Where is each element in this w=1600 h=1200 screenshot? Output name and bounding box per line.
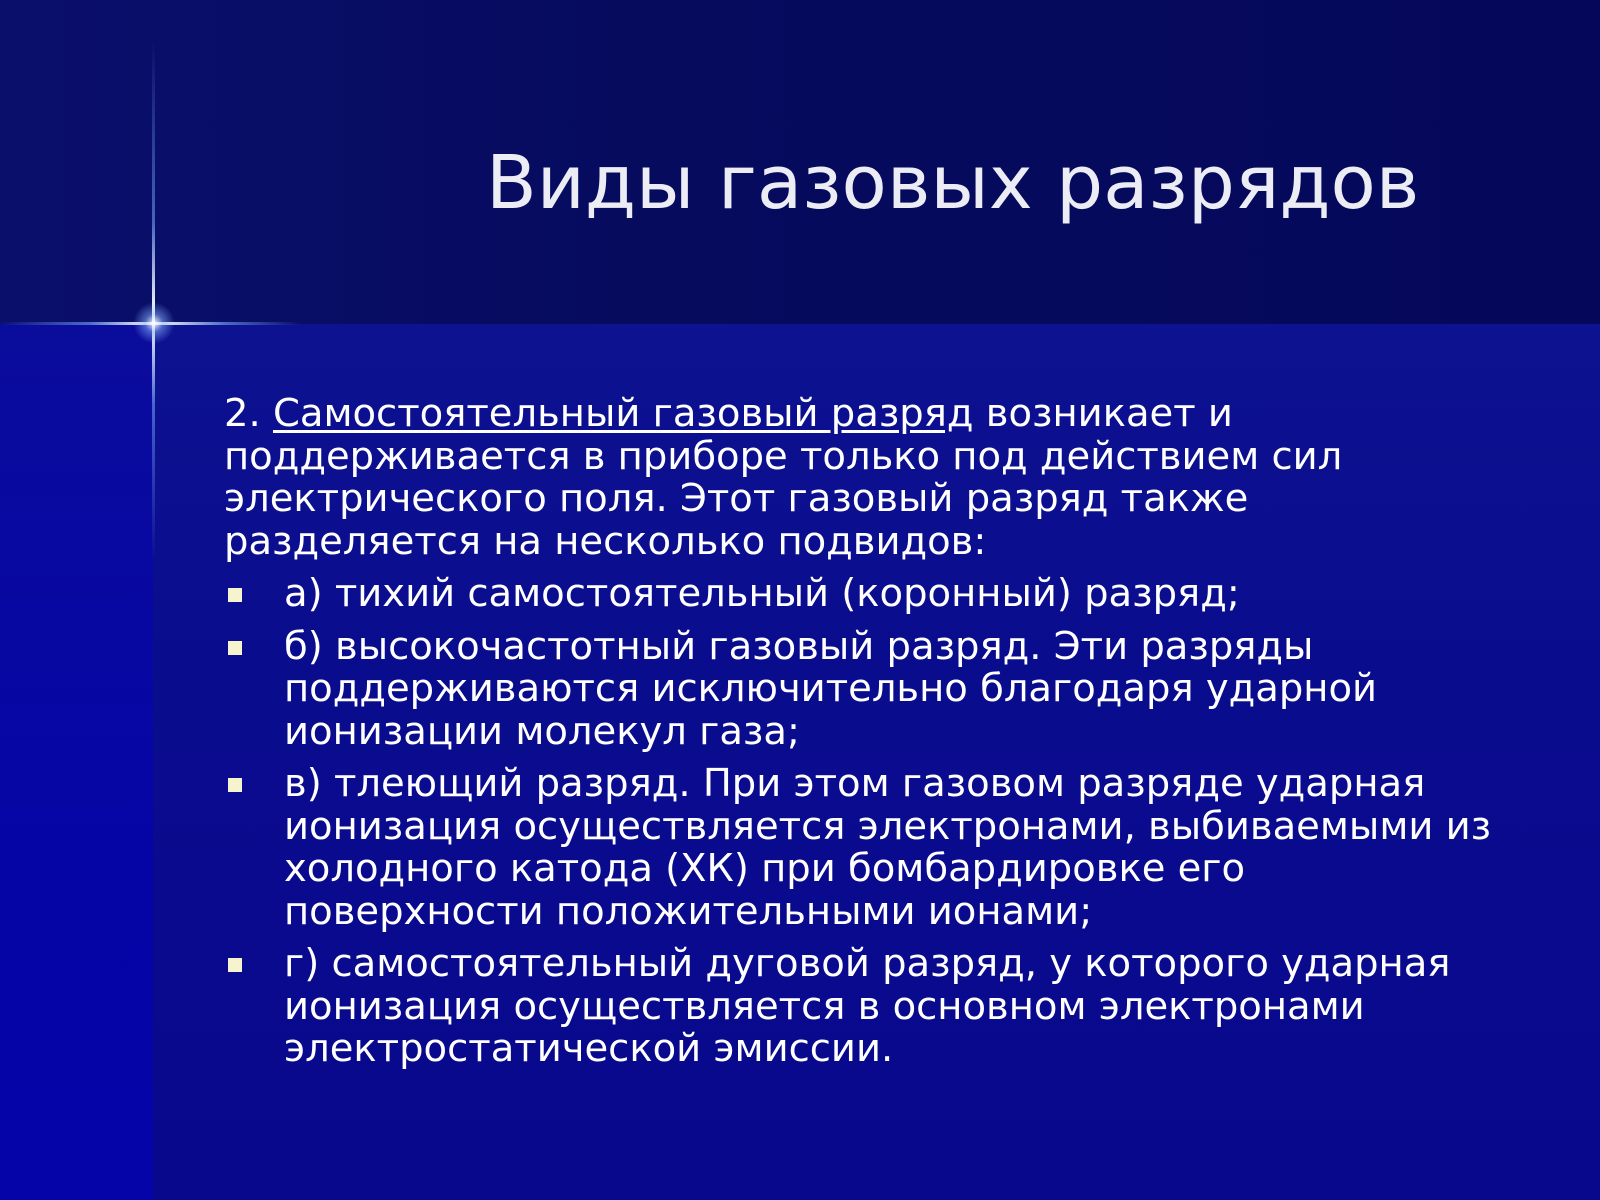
intro-line: разделяется на несколько подвидов:	[224, 518, 987, 564]
intro-line: поддерживается в приборе только под действием сил	[224, 433, 1343, 479]
square-bullet-icon	[228, 778, 242, 792]
intro-term: Самостоятельный газовый разряд	[272, 391, 974, 436]
left-strip	[0, 324, 153, 1200]
bullet-line: поверхности положительными ионами;	[284, 888, 1093, 934]
slide-title: Виды газовых разрядов	[486, 140, 1420, 226]
square-bullet-icon	[228, 588, 242, 602]
bullet-line: ионизация осуществляется в основном электронами	[284, 983, 1365, 1029]
slide-content	[224, 393, 1524, 1081]
bullet-item-v	[224, 763, 1524, 933]
bullet-line: ионизация осуществляется электронами, выбиваемыми из	[284, 803, 1492, 849]
sparkle-star-icon	[133, 302, 175, 344]
sparkle-vertical-ray	[152, 40, 155, 560]
intro-number: 2.	[224, 391, 261, 436]
bullet-line: поддерживаются исключительно благодаря ударной	[284, 666, 1378, 711]
bullet-line: б) высокочастотный газовый разряд. Эти разряды	[284, 623, 1314, 669]
bullet-line: г) самостоятельный дуговой разряд, у которого ударная	[284, 941, 1451, 986]
bullet-line: в) тлеющий разряд. При этом газовом разряде ударная	[284, 761, 1426, 806]
bullet-line: электростатической эмиссии.	[284, 1026, 894, 1071]
bullet-line: ионизации молекул газа;	[284, 708, 800, 754]
bullet-item-g	[224, 943, 1524, 1071]
bullet-list	[224, 573, 1524, 1071]
intro-first-line-rest: возникает и	[985, 391, 1233, 436]
square-bullet-icon	[228, 958, 242, 972]
bullet-line: а) тихий самостоятельный (коронный) разряд;	[284, 571, 1240, 616]
intro-paragraph	[224, 393, 1524, 563]
bullet-line: холодного катода (ХК) при бомбардировке его	[284, 846, 1246, 891]
bullet-item-a	[224, 573, 1524, 616]
bullet-item-b	[224, 623, 1524, 754]
intro-line: электрического поля. Этот газовый разряд также	[224, 476, 1249, 521]
square-bullet-icon	[228, 641, 242, 655]
